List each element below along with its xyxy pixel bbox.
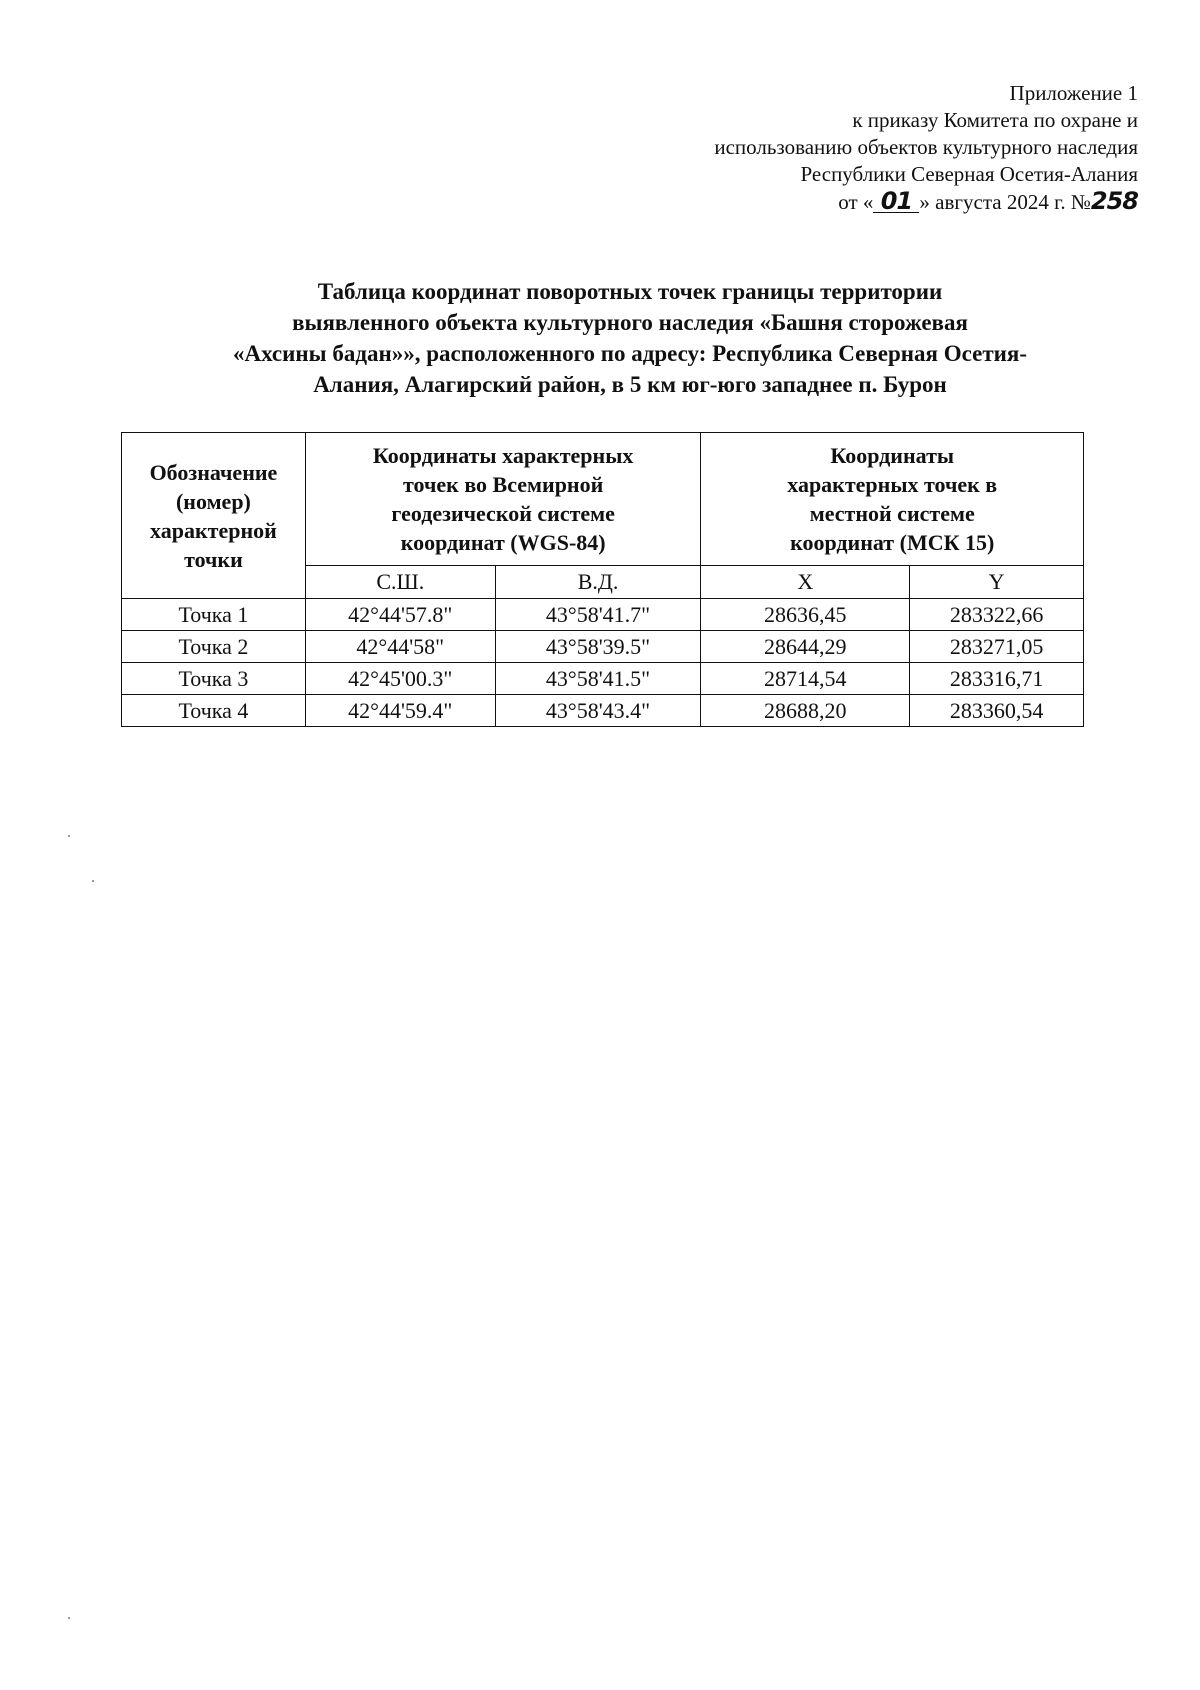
table-header-row: [122, 433, 1084, 566]
header-text: геодезической системе: [391, 501, 615, 526]
subheader-lon: В.Д.: [495, 566, 701, 599]
annex-line-4: Республики Северная Осетия-Алания: [800, 162, 1138, 186]
title-line-1: Таблица координат поворотных точек границы территории: [317, 279, 943, 304]
annex-line-3: использованию объектов культурного наследия: [714, 135, 1138, 159]
cell-y: 283316,71: [910, 663, 1084, 695]
header-text: координат (МСК 15): [790, 530, 995, 555]
header-text: характерной: [150, 517, 277, 543]
handwritten-date-day: 01: [873, 190, 919, 213]
cell-lat: 42°44'57.8": [305, 599, 495, 631]
cell-lat: 42°45'00.3": [305, 663, 495, 695]
coordinates-table: [121, 432, 1084, 727]
header-text: (номер): [175, 488, 251, 514]
header-text: Обозначение: [149, 459, 278, 485]
cell-point: Точка 2: [122, 631, 306, 663]
annex-block: [714, 80, 1138, 216]
cell-y: 283271,05: [910, 631, 1084, 663]
title-line-4: Алания, Алагирский район, в 5 км юг-юго западнее п. Бурон: [313, 372, 947, 397]
cell-lon: 43°58'39.5": [495, 631, 701, 663]
header-text: Координаты характерных: [372, 443, 634, 468]
cell-x: 28714,54: [701, 663, 910, 695]
cell-point: Точка 1: [122, 599, 306, 631]
subheader-lat: С.Ш.: [305, 566, 495, 599]
subheader-y: Y: [910, 566, 1084, 599]
table-row: [122, 599, 1084, 631]
header-text: координат (WGS-84): [400, 530, 606, 555]
scan-speck: [92, 880, 94, 882]
table-row: [122, 695, 1084, 727]
annex-line-2: к приказу Комитета по охране и: [852, 108, 1138, 132]
annex-line-1: Приложение 1: [1009, 81, 1138, 105]
scan-speck: [68, 1617, 70, 1619]
header-text: характерных точек в: [787, 472, 998, 497]
header-text: местной системе: [809, 501, 975, 526]
header-point-designation: [122, 433, 306, 599]
cell-lat: 42°44'58": [305, 631, 495, 663]
table-row: [122, 663, 1084, 695]
header-wgs84: [305, 433, 701, 566]
date-middle: » августа 2024 г. №: [919, 190, 1091, 214]
title-line-3: «Ахсины бадан»», расположенного по адресу: Республика Северная Осетия-: [232, 341, 1027, 366]
cell-y: 283360,54: [910, 695, 1084, 727]
table-row: [122, 631, 1084, 663]
cell-point: Точка 3: [122, 663, 306, 695]
cell-x: 28636,45: [701, 599, 910, 631]
header-text: точки: [184, 546, 243, 572]
header-msk15: [701, 433, 1084, 566]
cell-point: Точка 4: [122, 695, 306, 727]
cell-x: 28688,20: [701, 695, 910, 727]
header-text: Координаты: [830, 443, 955, 468]
date-prefix: от «: [838, 190, 874, 214]
handwritten-order-number: 258: [1090, 187, 1138, 215]
header-text: точек во Всемирной: [403, 472, 604, 497]
title-line-2: выявленного объекта культурного наследия «Башня сторожевая: [292, 310, 968, 335]
cell-lat: 42°44'59.4": [305, 695, 495, 727]
document-title: [130, 276, 1130, 400]
cell-y: 283322,66: [910, 599, 1084, 631]
annex-date-line: [714, 188, 1138, 216]
scan-speck: [68, 835, 70, 837]
cell-x: 28644,29: [701, 631, 910, 663]
cell-lon: 43°58'43.4": [495, 695, 701, 727]
subheader-x: X: [701, 566, 910, 599]
cell-lon: 43°58'41.5": [495, 663, 701, 695]
cell-lon: 43°58'41.7": [495, 599, 701, 631]
